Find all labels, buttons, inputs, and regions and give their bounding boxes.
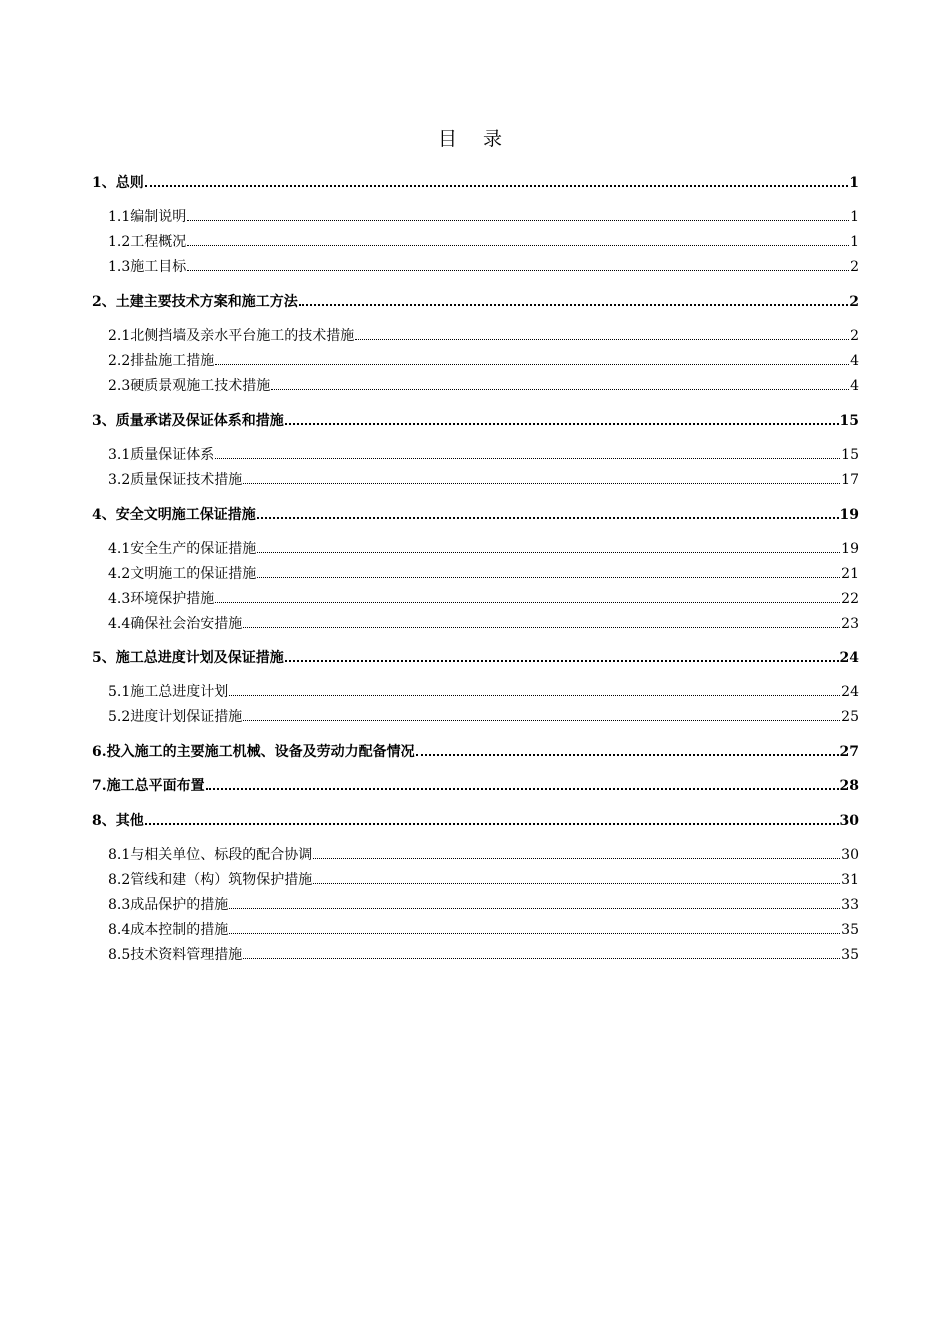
toc-entry-chapter[interactable] — [92, 412, 859, 430]
toc-entry-label: 7.施工总平面布置 — [92, 778, 205, 794]
toc-entry-section[interactable] — [92, 615, 859, 633]
toc-entry-label: 3、质量承诺及保证体系和措施 — [92, 413, 284, 429]
toc-entry-page-number: 19 — [839, 507, 859, 523]
toc-entry-section[interactable] — [92, 446, 859, 464]
toc-entry-label: 8.1与相关单位、标段的配合协调 — [108, 847, 313, 863]
toc-dot-leader — [215, 457, 840, 459]
toc-entry-page-number: 15 — [839, 413, 859, 429]
toc-dot-leader — [257, 516, 839, 519]
toc-dot-leader — [215, 601, 840, 603]
toc-entry-label: 3.2质量保证技术措施 — [108, 472, 243, 488]
toc-entry-label: 8.2管线和建（构）筑物保护措施 — [108, 872, 313, 888]
toc-dot-leader — [313, 857, 840, 859]
toc-dot-leader — [257, 576, 840, 578]
toc-entry-section[interactable] — [92, 708, 859, 726]
toc-dot-leader — [313, 882, 840, 884]
toc-entry-label: 8.5技术资料管理措施 — [108, 947, 243, 963]
toc-entry-page-number: 1 — [850, 234, 859, 250]
toc-entry-page-number: 17 — [841, 472, 859, 488]
toc-dot-leader — [215, 363, 849, 365]
toc-entry-section[interactable] — [92, 946, 859, 964]
toc-entry-page-number: 24 — [839, 650, 859, 666]
toc-entry-label: 4.2文明施工的保证措施 — [108, 566, 257, 582]
toc-entry-page-number: 4 — [850, 378, 859, 394]
toc-entry-label: 8、其他 — [92, 813, 144, 829]
toc-dot-leader — [145, 822, 839, 825]
toc-entry-page-number: 28 — [839, 778, 859, 794]
toc-entry-chapter[interactable] — [92, 649, 859, 667]
toc-entry-label: 1.2工程概况 — [108, 234, 187, 250]
toc-entry-page-number: 1 — [850, 209, 859, 225]
toc-entry-chapter[interactable] — [92, 293, 859, 311]
toc-entry-chapter[interactable] — [92, 743, 859, 761]
toc-dot-leader — [187, 244, 849, 246]
toc-entry-section[interactable] — [92, 352, 859, 370]
toc-entry-page-number: 35 — [841, 947, 859, 963]
toc-entry-label: 6.投入施工的主要施工机械、设备及劳动力配备情况 — [92, 744, 415, 760]
toc-entry-section[interactable] — [92, 233, 859, 251]
toc-dot-leader — [243, 482, 840, 484]
toc-entry-label: 8.4成本控制的措施 — [108, 922, 229, 938]
toc-entry-label: 3.1质量保证体系 — [108, 447, 215, 463]
toc-entry-page-number: 30 — [839, 813, 859, 829]
toc-dot-leader — [285, 659, 839, 662]
toc-entry-page-number: 25 — [841, 709, 859, 725]
toc-entry-page-number: 2 — [849, 294, 859, 310]
toc-entry-page-number: 2 — [850, 328, 859, 344]
toc-entry-page-number: 21 — [841, 566, 859, 582]
toc-entry-chapter[interactable] — [92, 506, 859, 524]
toc-entry-label: 4.3环境保护措施 — [108, 591, 215, 607]
toc-entry-label: 2.3硬质景观施工技术措施 — [108, 378, 271, 394]
toc-title: 目 录 — [437, 128, 513, 150]
toc-entry-page-number: 24 — [841, 684, 859, 700]
toc-entry-section[interactable] — [92, 258, 859, 276]
toc-entry-section[interactable] — [92, 471, 859, 489]
toc-entry-chapter[interactable] — [92, 812, 859, 830]
toc-dot-leader — [285, 422, 839, 425]
toc-entry-section[interactable] — [92, 565, 859, 583]
toc-entry-label: 4.1安全生产的保证措施 — [108, 541, 257, 557]
toc-dot-leader — [243, 626, 840, 628]
toc-entry-label: 2.1北侧挡墙及亲水平台施工的技术措施 — [108, 328, 355, 344]
toc-entry-label: 8.3成品保护的措施 — [108, 897, 229, 913]
toc-entry-page-number: 1 — [849, 175, 859, 191]
toc-entry-page-number: 4 — [850, 353, 859, 369]
toc-entry-label: 1.3施工目标 — [108, 259, 187, 275]
toc-entry-page-number: 35 — [841, 922, 859, 938]
toc-entry-label: 5.1施工总进度计划 — [108, 684, 229, 700]
toc-dot-leader — [187, 269, 849, 271]
toc-entry-section[interactable] — [92, 540, 859, 558]
toc-entry-label: 4、安全文明施工保证措施 — [92, 507, 256, 523]
toc-dot-leader — [416, 753, 839, 756]
toc-entry-section[interactable] — [92, 590, 859, 608]
toc-entry-label: 1.1编制说明 — [108, 209, 187, 225]
toc-entry-page-number: 22 — [841, 591, 859, 607]
toc-entry-section[interactable] — [92, 683, 859, 701]
toc-entry-label: 1、总则 — [92, 175, 144, 191]
toc-entry-label: 4.4确保社会治安措施 — [108, 616, 243, 632]
toc-entry-page-number: 19 — [841, 541, 859, 557]
toc-entry-section[interactable] — [92, 846, 859, 864]
toc-dot-leader — [145, 184, 849, 187]
toc-entry-page-number: 15 — [841, 447, 859, 463]
toc-entry-page-number: 33 — [841, 897, 859, 913]
toc-dot-leader — [355, 338, 849, 340]
toc-dot-leader — [243, 719, 840, 721]
toc-dot-leader — [229, 907, 840, 909]
toc-entry-page-number: 2 — [850, 259, 859, 275]
toc-dot-leader — [299, 303, 849, 306]
toc-dot-leader — [271, 388, 849, 390]
toc-entry-section[interactable] — [92, 871, 859, 889]
toc-entry-section[interactable] — [92, 377, 859, 395]
toc-entry-page-number: 27 — [839, 744, 859, 760]
toc-entry-label: 5.2进度计划保证措施 — [108, 709, 243, 725]
table-of-contents — [92, 0, 859, 1344]
toc-dot-leader — [187, 219, 849, 221]
toc-dot-leader — [229, 932, 840, 934]
toc-entry-label: 2.2排盐施工措施 — [108, 353, 215, 369]
toc-entry-section[interactable] — [92, 896, 859, 914]
toc-entry-page-number: 30 — [841, 847, 859, 863]
toc-entry-page-number: 31 — [841, 872, 859, 888]
toc-dot-leader — [206, 787, 839, 790]
toc-entry-chapter[interactable] — [92, 174, 859, 192]
toc-dot-leader — [257, 551, 840, 553]
toc-entry-label: 2、土建主要技术方案和施工方法 — [92, 294, 298, 310]
toc-entry-section[interactable] — [92, 208, 859, 226]
toc-dot-leader — [243, 957, 840, 959]
toc-entry-section[interactable] — [92, 327, 859, 345]
toc-entry-chapter[interactable] — [92, 777, 859, 795]
toc-dot-leader — [229, 694, 840, 696]
toc-entry-section[interactable] — [92, 921, 859, 939]
toc-entry-page-number: 23 — [841, 616, 859, 632]
toc-entry-label: 5、施工总进度计划及保证措施 — [92, 650, 284, 666]
